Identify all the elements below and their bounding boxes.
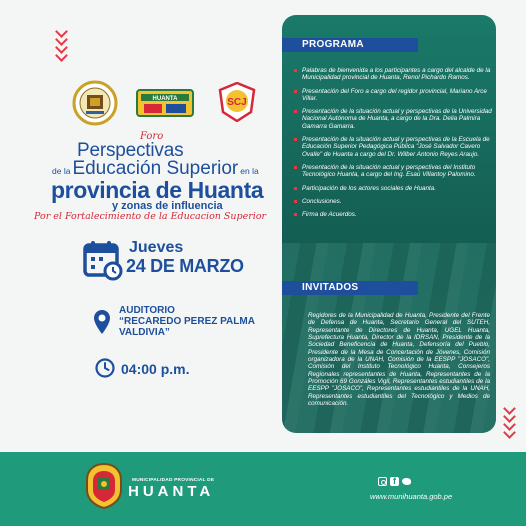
title-line2-prefix: de la bbox=[52, 166, 71, 176]
programa-header bbox=[282, 38, 418, 52]
clock-icon bbox=[95, 358, 115, 378]
venue-line-1: AUDITORIO bbox=[119, 305, 175, 316]
facebook-icon[interactable] bbox=[390, 477, 399, 486]
venue-line-2: “RECAREDO PEREZ PALMA bbox=[119, 316, 255, 327]
municipality-emblem-icon bbox=[84, 462, 124, 510]
event-date: 24 DE MARZO bbox=[126, 256, 244, 276]
event-day: Jueves bbox=[129, 239, 184, 256]
social-icons bbox=[378, 477, 411, 486]
venue-line-3: VALDIVIA” bbox=[119, 327, 170, 338]
programa-item: Presentación de la situación actual y perspectivas de la Universidad Nacional Autónoma de Huanta, a cargo de la Dra. Delia Palmira Gamarra Gamarra. bbox=[294, 108, 492, 130]
svg-text:HUANTA: HUANTA bbox=[152, 96, 178, 102]
invitados-heading: INVITADOS bbox=[302, 282, 359, 293]
foro-label: Foro bbox=[140, 131, 164, 142]
programa-item: Presentación del Foro a cargo del regidor provincial, Mariano Arce Villar. bbox=[294, 88, 492, 103]
program-panel bbox=[282, 15, 496, 433]
huanta-badge-icon bbox=[136, 88, 194, 118]
programa-item: Participación de los actores sociales de Huanta. bbox=[294, 185, 492, 192]
programa-item: Palabras de bienvenida a los participantes a cargo del alcalde de la Municipalidad provincial de Huanta, Renol Pichardo Ramos. bbox=[294, 67, 492, 82]
footer bbox=[0, 452, 526, 526]
title-zonas: y zonas de influencia bbox=[112, 200, 223, 212]
calendar-icon bbox=[82, 239, 124, 281]
svg-text:SCJ: SCJ bbox=[227, 97, 247, 108]
event-time: 04:00 p.m. bbox=[121, 361, 190, 377]
partner-logos bbox=[72, 80, 262, 128]
instagram-icon[interactable] bbox=[378, 477, 387, 486]
title-line2-suffix: en la bbox=[240, 166, 259, 176]
programa-item: Presentación de la situación actual y perspectivas del Instituto Tecnológico Huanta, a cargo del Ing. Esaú Villantoy Palomino. bbox=[294, 164, 492, 179]
programa-item: Presentación de la situación actual y perspectivas de la Escuela de Educación Superior Pedagógica Pública "José Salvador Cavero Ovalle" de Huanta a cargo del Dr. Wilber Antonio Reyes Araujo. bbox=[294, 136, 492, 158]
event-venue bbox=[119, 305, 255, 338]
university-seal-icon bbox=[72, 80, 118, 126]
title-line2-main: Educación Superior bbox=[72, 158, 239, 179]
programa-item: Conclusiones. bbox=[294, 198, 492, 205]
twitter-icon[interactable] bbox=[402, 477, 411, 486]
chevron-decoration-right bbox=[503, 407, 517, 439]
title-provincia: provincia de Huanta bbox=[51, 177, 264, 203]
programa-item: Firma de Acuerdos. bbox=[294, 211, 492, 218]
website-link[interactable]: www.munihuanta.gob.pe bbox=[370, 492, 453, 501]
programa-list bbox=[294, 67, 492, 224]
invitados-text: Regidores de la Municipalidad de Huanta, Presidente del Frente de Defensa de Huanta, Secretario General del SUTEH, Representante de Directores de Huanta, UGEL Huanta, Suprefectura Huanta, Director de la IDRSAN, Presidente de la Sociedad Beneficencia de Huanta, Defensoría del Pueblo, Presidente de la Mesa de Concertación de Jóvenes, Comisión organizadora de la UNAH, Comisión de la EESPP "JOSACO", Comisión del Instituto Tecnológico Huanta, Consejeros Regionales representantes de Huanta, Representantes de la Promoción 69 Gonzáles Vigil, Representantes estudiantiles de la EESPP "JOSACO", Representantes estudiantiles de la UNAH, Representantes estudiantiles del Tecnológico y Medios de comunicación. bbox=[308, 312, 490, 408]
programa-heading: PROGRAMA bbox=[302, 39, 364, 50]
scj-emblem-icon bbox=[218, 82, 256, 122]
municipality-name: HUANTA bbox=[128, 483, 215, 500]
invitados-header bbox=[282, 281, 418, 295]
municipality-small-label: MUNICIPALIDAD PROVINCIAL DE bbox=[132, 478, 215, 483]
title-perspectivas: Perspectivas bbox=[77, 140, 184, 161]
location-pin-icon bbox=[93, 309, 111, 335]
tagline: Por el Fortalecimiento de la Educacion Superior bbox=[34, 211, 267, 222]
chevron-decoration-top-left bbox=[55, 30, 69, 62]
